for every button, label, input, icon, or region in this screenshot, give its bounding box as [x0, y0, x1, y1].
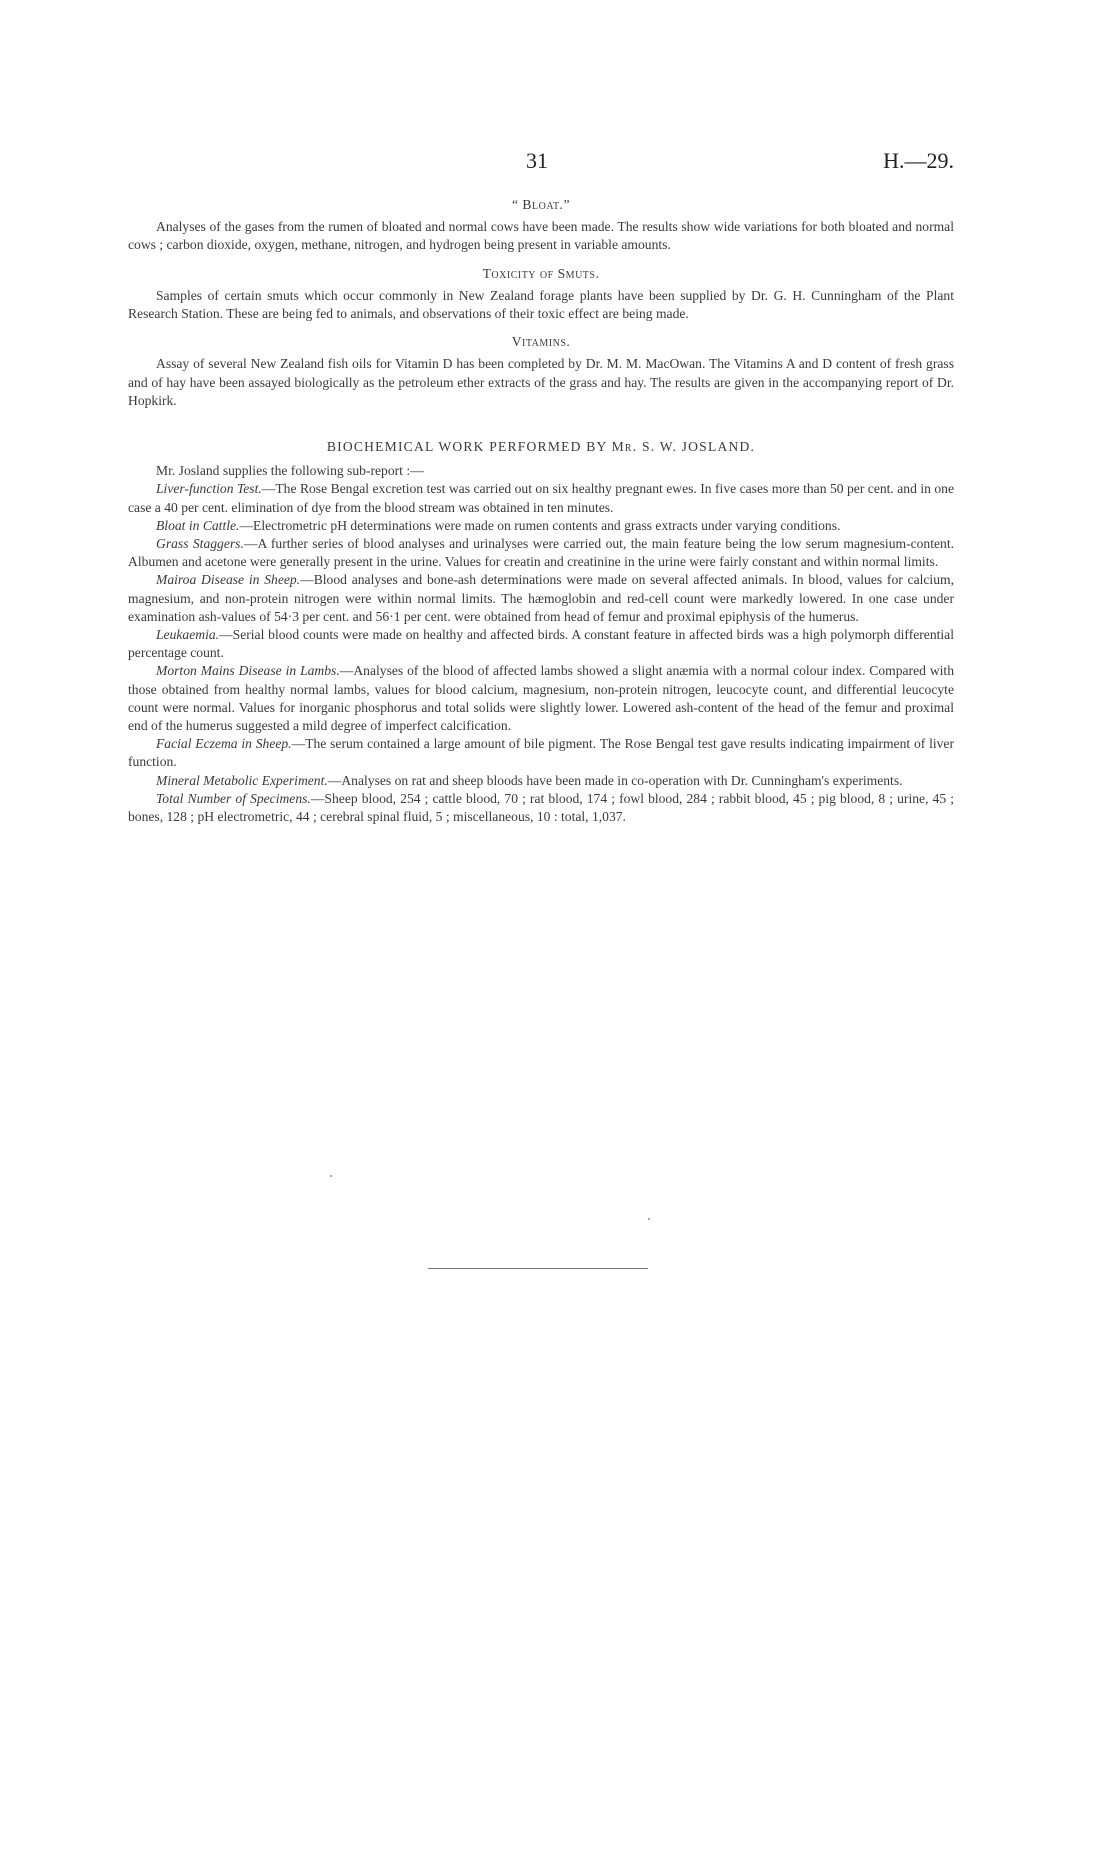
- item-lead: Morton Mains Disease in Lambs.: [156, 663, 340, 679]
- scan-speck: [648, 1218, 650, 1220]
- report-item: [128, 772, 954, 790]
- heading-part-post: S. W. JOSLAND.: [637, 439, 756, 455]
- section-bloat: [128, 196, 954, 255]
- item-text: —Electrometric pH determinations were made on rumen contents and grass extracts under varying conditions.: [239, 517, 841, 533]
- page-reference: H.—29.: [883, 148, 954, 173]
- intro-paragraph: Mr. Josland supplies the following sub-report :—: [156, 463, 424, 479]
- section-toxicity-of-smuts: [128, 265, 954, 324]
- report-item: [128, 735, 954, 771]
- biochemical-heading: [128, 438, 954, 456]
- item-lead: Grass Staggers.: [156, 536, 244, 552]
- item-lead: Liver-function Test.: [156, 481, 262, 497]
- section-heading: Toxicity of Smuts.: [482, 265, 600, 281]
- item-text: —Sheep blood, 254 ; cattle blood, 70 ; rat blood, 174 ; fowl blood, 284 ; rabbit blood, 45 ; pig blood, 8 ; urine, 45 ; bones, 128 ; pH electrometric, 44 ; cerebral spinal fluid, 5 ; miscellaneous, 10 : total, 1,037.: [128, 790, 954, 825]
- report-item: [128, 626, 954, 662]
- item-text: —Blood analyses and bone-ash determinations were made on several affected animals. In blood, values for calcium, magnesium, and non-protein nitrogen were within normal limits. The hæmoglobin and red-cell count were markedly lowered. In one case under examination ash-values of 54·3 per cent. and 56·1 per cent. were obtained from head of femur and proximal epiphysis of the humerus.: [128, 572, 954, 624]
- section-biochemical-work: [128, 438, 954, 826]
- item-text: —A further series of blood analyses and urinalyses were carried out, the main feature being the low serum magnesium-content. Albumen and acetone were generally present in the urine. Values for creatin and creatinine in the urine were fairly constant and within normal limits.: [128, 536, 955, 570]
- section-vitamins: [128, 333, 954, 410]
- item-lead: Total Number of Specimens.: [156, 790, 311, 806]
- report-item: [128, 571, 954, 626]
- end-rule: [428, 1268, 648, 1269]
- report-item: [128, 535, 954, 571]
- section-heading: Vitamins.: [511, 334, 571, 350]
- item-lead: Leukaemia.: [156, 627, 220, 643]
- item-text: —Analyses on rat and sheep bloods have been made in co-operation with Dr. Cunningham's experiments.: [327, 772, 903, 788]
- section-paragraph: Samples of certain smuts which occur commonly in New Zealand forage plants have been supplied by Dr. G. H. Cunningham of the Plant Research Station. These are being fed to animals, and observations of their toxic effect are being made.: [128, 287, 954, 322]
- report-item: [128, 480, 954, 516]
- page-header: [128, 148, 954, 178]
- section-paragraph: Analyses of the gases from the rumen of bloated and normal cows have been made. The results show wide variations for both bloated and normal cows ; carbon dioxide, oxygen, methane, nitrogen, and hydrogen being present in variable amounts.: [128, 219, 954, 253]
- item-lead: Mineral Metabolic Experiment.: [156, 772, 328, 788]
- item-text: —Analyses of the blood of affected lambs showed a slight anæmia with a normal colour index. Compared with those obtained from healthy normal lambs, values for blood calcium, magnesium, non-protein nitrogen, leucocyte count, and differential leucocyte count were normal. Values for inorganic phosphorus and total solids were slightly lower. Lowered ash-content of the head of the femur and proximal end of the humerus suggested a mild degree of imperfect calcification.: [128, 663, 954, 734]
- section-heading: “ Bloat.”: [512, 197, 570, 212]
- scan-speck: [330, 1175, 332, 1177]
- report-item: [128, 662, 954, 735]
- item-text: —The serum contained a large amount of bile pigment. The Rose Bengal test gave results indicating impairment of liver function.: [128, 736, 954, 770]
- heading-part-pre: BIOCHEMICAL WORK PERFORMED BY: [326, 439, 612, 455]
- item-lead: Mairoa Disease in Sheep.: [156, 572, 301, 588]
- page-number: 31: [526, 148, 548, 173]
- item-text: —The Rose Bengal excretion test was carried out on six healthy pregnant ewes. In five cases more than 50 per cent. and in one case a 40 per cent. elimination of dye from the blood stream was obtained in ten minutes.: [128, 481, 954, 515]
- section-paragraph: Assay of several New Zealand fish oils for Vitamin D has been completed by Dr. M. M. MacOwan. The Vitamins A and D content of fresh grass and of hay have been assayed biologically as the petroleum ether extracts of the grass and hay. The results are given in the accompanying report of Dr. Hopkirk.: [128, 356, 954, 408]
- page-content: [128, 196, 954, 826]
- item-text: —Serial blood counts were made on healthy and affected birds. A constant feature in affected birds was a high polymorph differential percentage count.: [128, 627, 954, 661]
- item-lead: Bloat in Cattle.: [156, 517, 240, 533]
- report-item: [128, 790, 954, 826]
- report-item: [128, 517, 954, 535]
- item-lead: Facial Eczema in Sheep.: [156, 736, 292, 752]
- heading-part-mr: Mr.: [611, 439, 638, 455]
